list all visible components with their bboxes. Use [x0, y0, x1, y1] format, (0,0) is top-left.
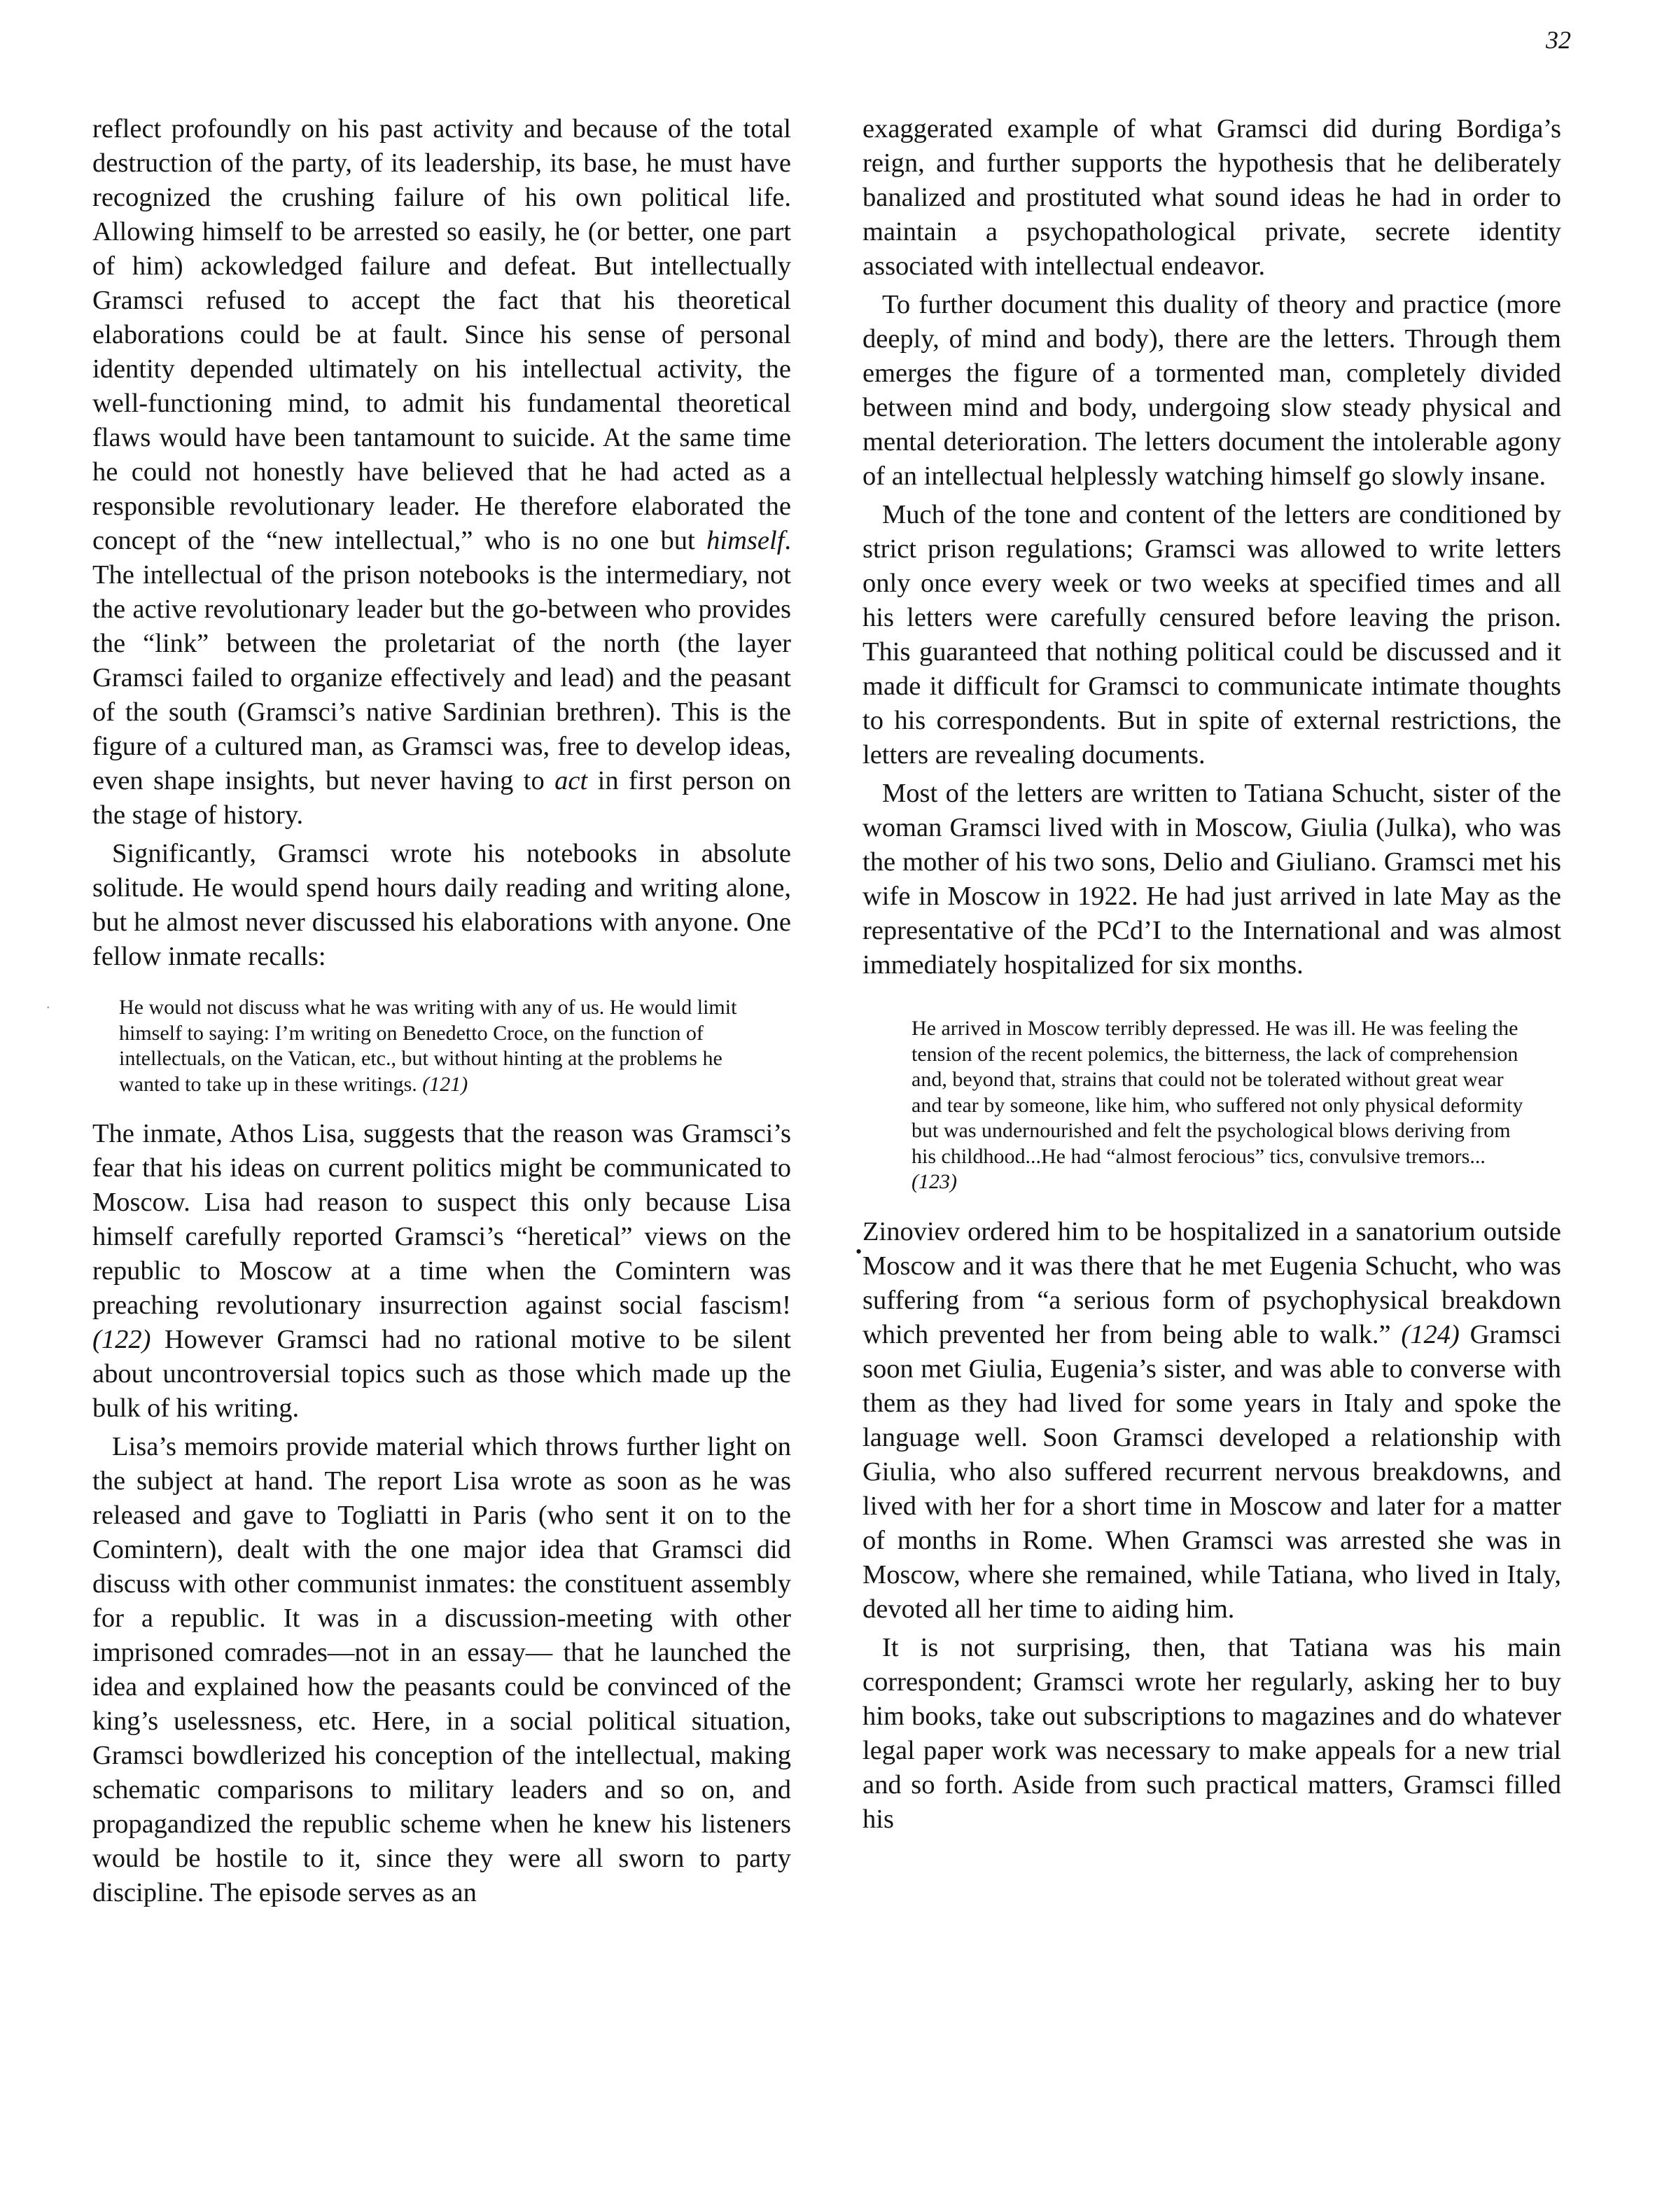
- body-paragraph: Much of the tone and content of the letters are conditioned by strict prison regulations; Gramsci was allowed to write letters only once every week or two weeks at specified times and all his letters were carefully censured before leaving the prison. This guaranteed that nothing political could be discussed and it made it difficult for Gramsci to communicate intimate thoughts to his correspondents. But in spite of external restrictions, the letters are revealing documents.: [863, 500, 1561, 770]
- block-quote: [912, 1016, 1525, 1195]
- left-column: [92, 112, 791, 1910]
- stray-mark: .: [46, 994, 50, 1012]
- quote-text: He arrived in Moscow terribly depressed. He was ill. He was feeling the tension of the recent polemics, the bitterness, the lack of comprehension and, beyond that, strains that could not be tolerated without great wear and tear by someone, like him, who suffered not only physical deformity but was undernourished and felt the psychological blows deriving from his childhood...He had “almost ferocious” tics, convulsive tremors...: [912, 1017, 1523, 1168]
- right-column: [863, 112, 1561, 1837]
- body-paragraph: [863, 1215, 1561, 1627]
- citation: (122): [92, 1325, 151, 1354]
- body-paragraph: exaggerated example of what Gramsci did during Bordiga’s reign, and further supports the hypothesis that he deliberately banalized and prostituted what sound ideas he had in order to maintain a psychopathological private, secrete identity associated with intellectual endeavor.: [863, 114, 1561, 281]
- block-quote: [119, 995, 755, 1097]
- citation: (121): [422, 1072, 468, 1096]
- body-paragraph: To further document this duality of theory and practice (more deeply, of mind and body), there are the letters. Through them emerges the figure of a tormented man, completely divided between mind and body, undergoing slow steady physical and mental deterioration. The letters document the intolerable agony of an intellectual helplessly watching himself go slowly insane.: [863, 290, 1561, 491]
- text-span: Zinoviev ordered him to be hospitalized in a sanatorium outside Moscow and it was there that he met Eugenia Schucht, who was suffering from “a serious form of psychophysical breakdown which prevented her from being able to walk.”: [863, 1216, 1561, 1349]
- text-span: The inmate, Athos Lisa, suggests that the reason was Gramsci’s fear that his ideas on current politics might be communicated to Moscow. Lisa had reason to suspect this only because Lisa himself carefully reported Gramsci’s “heretical” views on the republic to Moscow at a time when the Comintern was preaching revolutionary insurrection against social fascism!: [92, 1119, 791, 1320]
- citation: (123): [912, 1170, 957, 1193]
- body-paragraph: It is not surprising, then, that Tatiana was his main correspondent; Gramsci wrote her regularly, asking her to buy him books, take out subscriptions to magazines and do whatever legal paper work was necessary to make appeals for a new trial and so forth. Aside from such practical matters, Gramsci filled his: [863, 1632, 1561, 1834]
- body-paragraph: [92, 1117, 791, 1426]
- text-span: . The intellectual of the prison notebooks is the intermediary, not the active revolutionary leader but the go-between who provides the “link” between the proletariat of the north (the layer Gramsci failed to organize effectively and lead) and the peasant of the south (Gramsci’s native Sardinian brethren). This is the figure of a cultured man, as Gramsci was, free to develop ideas, even shape insights, but never having to: [92, 526, 792, 795]
- citation: (124): [1401, 1319, 1460, 1349]
- body-paragraph: [92, 112, 791, 833]
- body-paragraph: Most of the letters are written to Tatiana Schucht, sister of the woman Gramsci lived with in Moscow, Giulia (Julka), who was the mother of his two sons, Delio and Giuliano. Gramsci met his wife in Moscow in 1922. He had just arrived in late May as the representative of the PCd’I to the International and was almost immediately hospitalized for six months.: [863, 779, 1561, 980]
- bullet-mark: •: [856, 1241, 863, 1262]
- emphasis: himself: [706, 526, 785, 555]
- text-span: in first person on the stage of history.: [92, 766, 791, 830]
- quote-text: He would not discuss what he was writing with any of us. He would limit himself to saying: I’m writing on Benedetto Croce, on the function of intellectuals, on the Vatican, etc., but without hinting at the problems he wanted to take up in these writings.: [119, 996, 737, 1096]
- emphasis: act: [554, 766, 588, 795]
- body-paragraph: Significantly, Gramsci wrote his notebooks in absolute solitude. He would spend hours daily reading and writing alone, but he almost never discussed his elaborations with anyone. One fellow inmate recalls:: [92, 839, 791, 971]
- text-span: Gramsci soon met Giulia, Eugenia’s sister, and was able to converse with them as they had lived for some years in Italy and spoke the language well. Soon Gramsci developed a relationship with Giulia, who also suffered recurrent nervous breakdowns, and lived with her for a short time in Moscow and later for a matter of months in Rome. When Gramsci was arrested she was in Moscow, where she remained, while Tatiana, who lived in Italy, devoted all her time to aiding him.: [863, 1319, 1561, 1624]
- body-paragraph: Lisa’s memoirs provide material which throws further light on the subject at hand. The report Lisa wrote as soon as he was released and gave to Togliatti in Paris (who sent it on to the Comintern), dealt with the one major idea that Gramsci did discuss with other communist inmates: the constituent assembly for a republic. It was in a discussion-meeting with other imprisoned comrades—not in an essay— that he launched the idea and explained how the peasants could be convinced of the king’s uselessness, etc. Here, in a social political situation, Gramsci bowdlerized his conception of the intellectual, making schematic comparisons to military leaders and so on, and propagandized the republic scheme when he knew his listeners would be hostile to it, since they were all sworn to party discipline. The episode serves as an: [92, 1432, 791, 1907]
- page-number: 32: [1546, 26, 1571, 54]
- text-span: reflect profoundly on his past activity and because of the total destruction of the party, of its leadership, its base, he must have recognized the crushing failure of his own political life. Allowing himself to be arrested so easily, he (or better, one part of him) ackowledged failure and defeat. But intellectually Gramsci refused to accept the fact that his theoretical elaborations could be at fault. Since his sense of personal identity depended ultimately on his intellectual activity, the well-functioning mind, to admit his fundamental theoretical flaws would have been tantamount to suicide. At the same time he could not honestly have believed that he had acted as a responsible revolutionary leader. He therefore elaborated the concept of the “new intellectual,” who is no one but: [92, 114, 791, 555]
- text-span: However Gramsci had no rational motive to be silent about uncontroversial topics such as those which made up the bulk of his writing.: [92, 1325, 791, 1423]
